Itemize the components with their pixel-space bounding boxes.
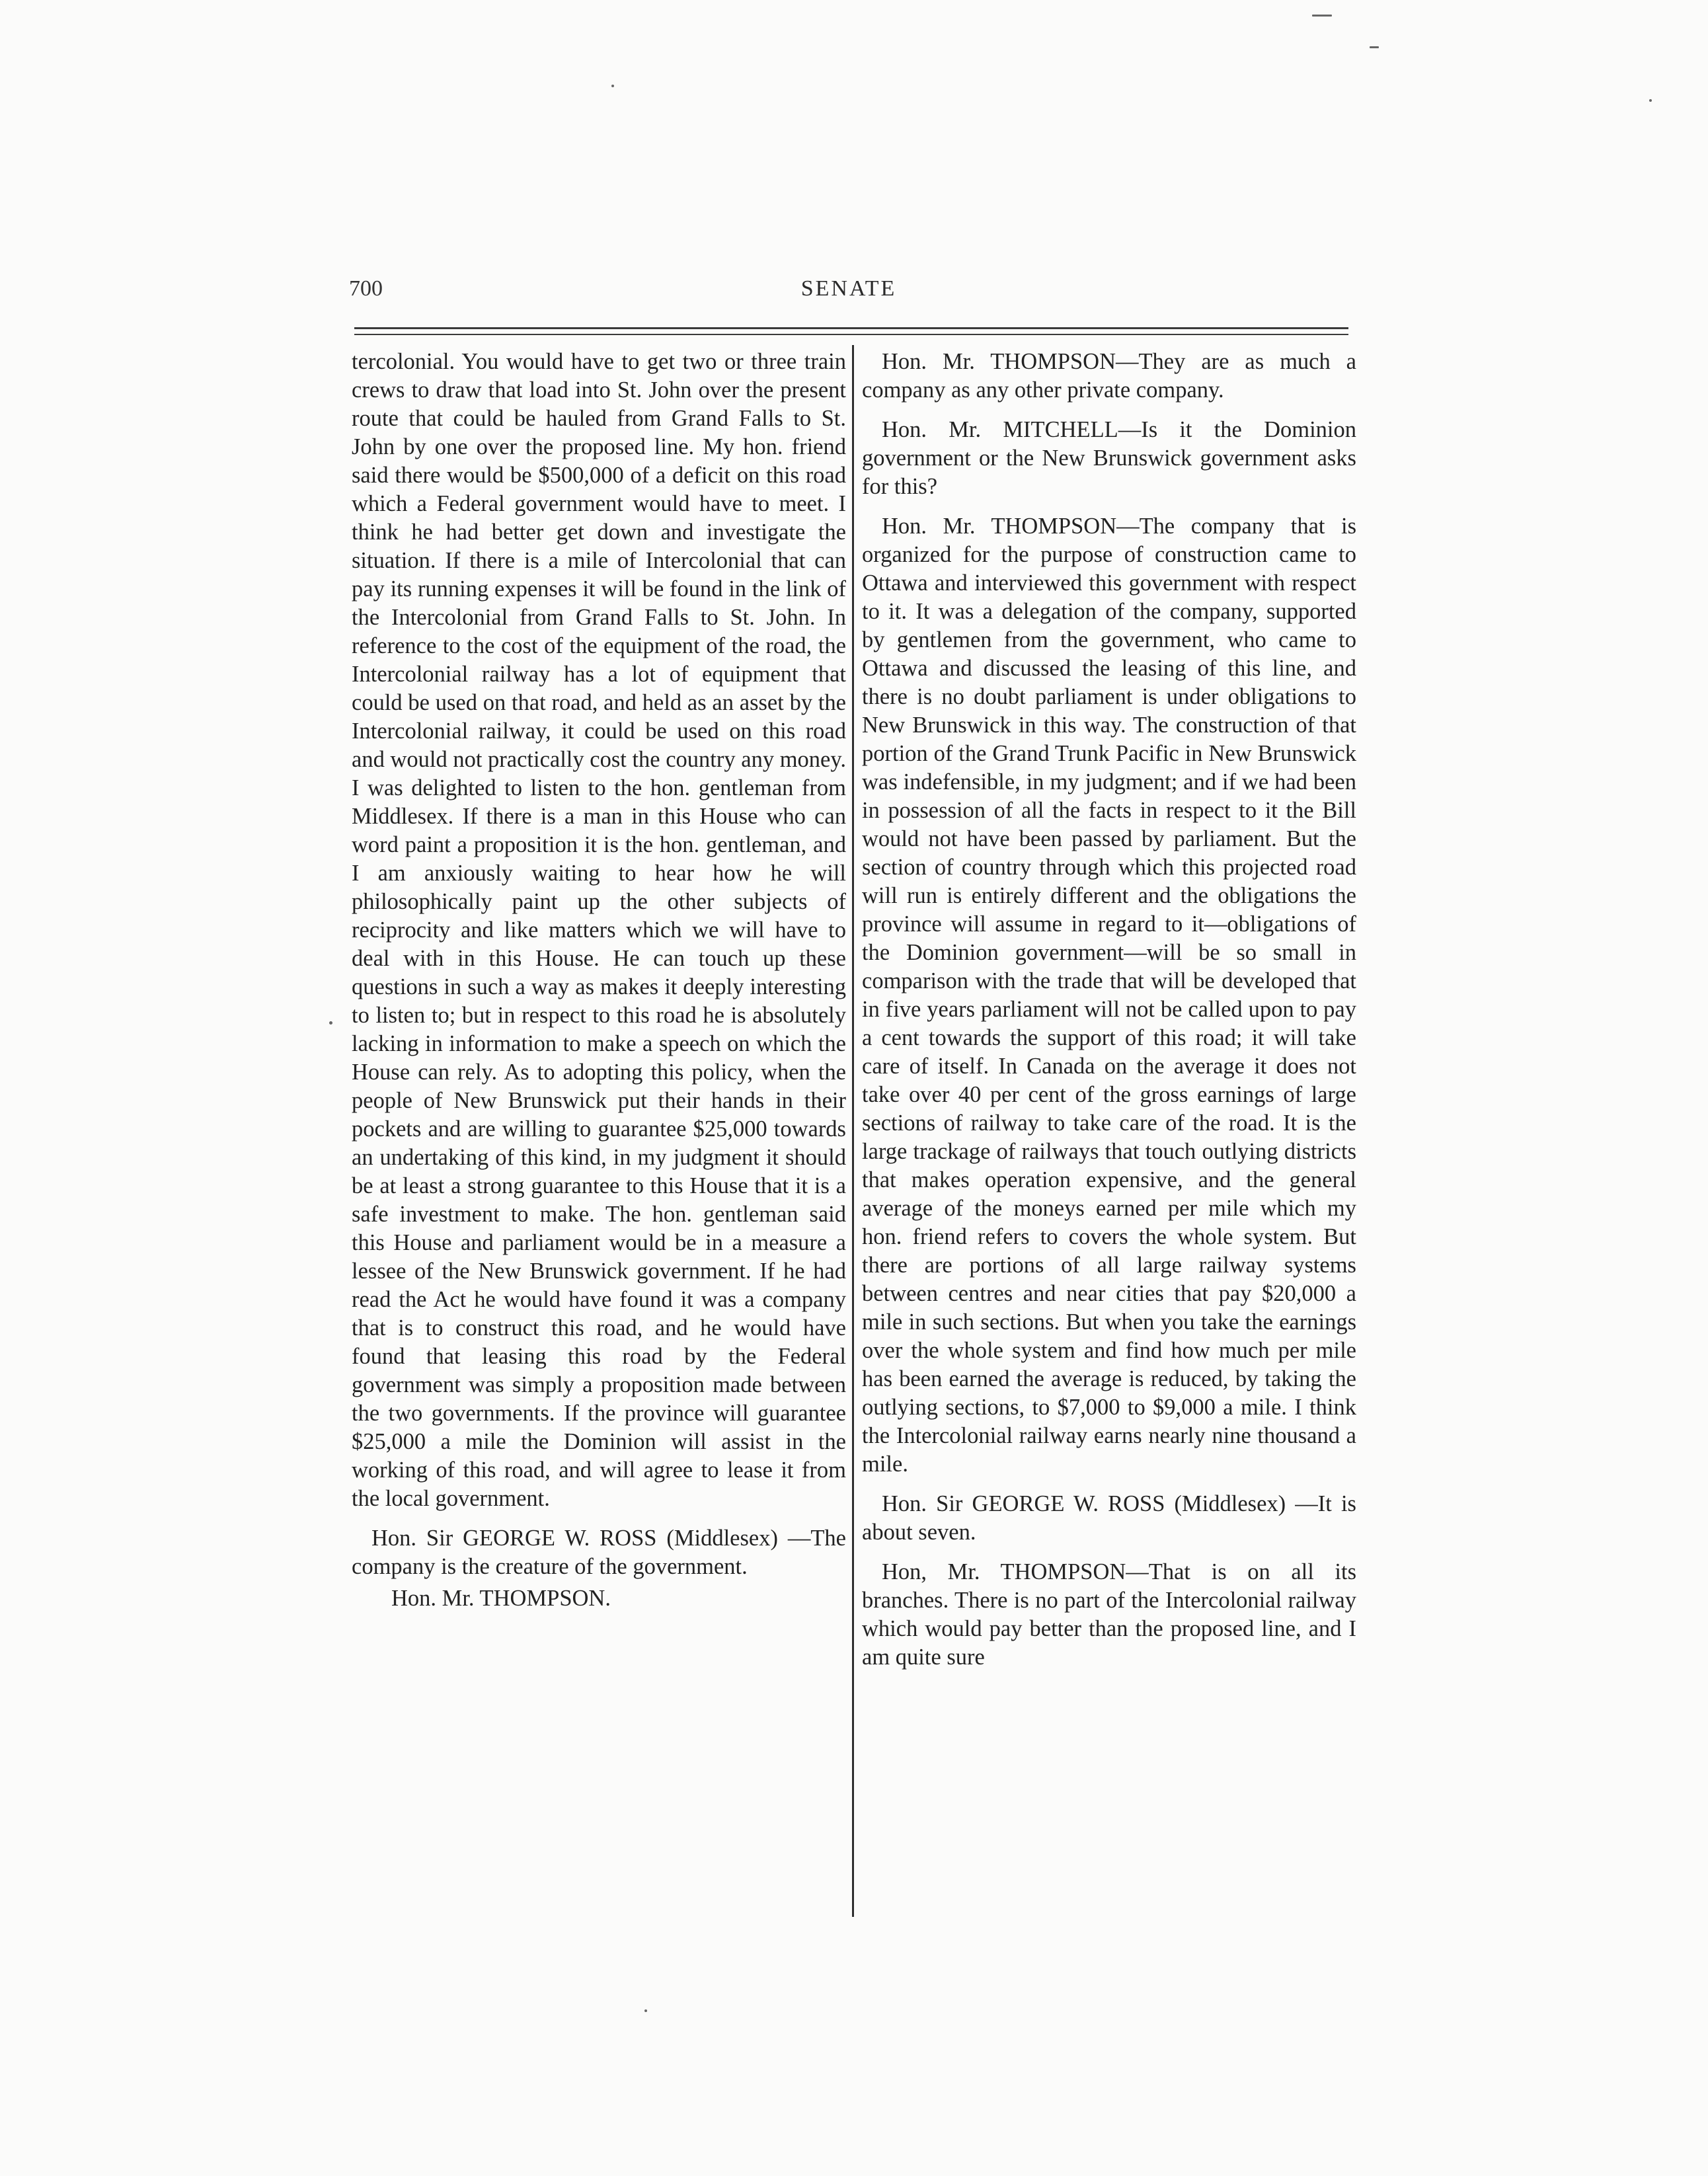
scan-speck bbox=[1649, 99, 1652, 102]
left-paragraph-thompson: Hon. Mr. THOMPSON. bbox=[391, 1586, 611, 1611]
right-paragraph-ross: Hon. Sir GEORGE W. ROSS (Middlesex) —It is about seven. bbox=[862, 1491, 1356, 1545]
left-column bbox=[352, 348, 846, 1624]
scan-speck bbox=[329, 1021, 332, 1025]
page-number: 700 bbox=[349, 276, 383, 301]
scan-speck bbox=[1370, 46, 1379, 48]
header-rule-top bbox=[354, 327, 1348, 329]
right-paragraph-thompson-3: Hon, Mr. THOMPSON—That is on all its branches. There is no part of the Intercolonial railway which would pay better than the proposed line, and I am quite sure bbox=[862, 1559, 1356, 1670]
left-paragraph-continuation: tercolonial. You would have to get two or three train crews to draw that load into St. John over the present route that could be hauled from Grand Falls to St. John by one over the proposed line. My hon. friend said there would be $500,000 of a deficit on this road which a Federal government would have to meet. I think he had better get down and investigate the situation. If there is a mile of Intercolonial that can pay its running expenses it will be found in the link of the Intercolonial from Grand Falls to St. John. In reference to the cost of the equipment of the road, the Intercolonial railway has a lot of equipment that could be used on that road, and held as an asset by the Intercolonial railway, it could be used on this road and would not practically cost the country any money. I was delighted to listen to the hon. gentleman from Middlesex. If there is a man in this House who can word paint a proposition it is the hon. gentleman, and I am anxiously waiting to hear how he will philosophically paint up the other subjects of reciprocity and like matters which we will have to deal with in this House. He can touch up these questions in such a way as makes it deeply interesting to listen to; but in respect to this road he is absolutely lacking in information to make a speech on which the House can rely. As to adopting this policy, when the people of New Brunswick put their hands in their pockets and are willing to guarantee $25,000 towards an undertaking of this kind, in my judgment it should be at least a strong guarantee to this House that it is a safe investment to make. The hon. gentleman said this House and parliament would be in a measure a lessee of the New Brunswick government. If he had read the Act he would have found it was a company that is to construct this road, and he would have found that leasing this road by the Federal government was simply a proposition made between the two governments. If the province will guarantee $25,000 a mile the Dominion will assist in the working of this road, and will agree to lease it from the local government. bbox=[352, 349, 846, 1511]
right-column bbox=[862, 348, 1356, 1683]
scan-speck bbox=[1312, 15, 1332, 17]
scan-speck bbox=[611, 85, 614, 87]
header-rule-bottom bbox=[354, 334, 1348, 335]
column-divider bbox=[852, 345, 854, 1917]
page-header bbox=[349, 276, 1348, 309]
left-paragraph-ross: Hon. Sir GEORGE W. ROSS (Middlesex) —The company is the creature of the government. bbox=[352, 1526, 846, 1579]
running-head: SENATE bbox=[800, 276, 897, 301]
scan-speck bbox=[644, 2009, 647, 2012]
right-paragraph-mitchell: Hon. Mr. MITCHELL—Is it the Dominion government or the New Brunswick government asks for this? bbox=[862, 417, 1356, 499]
right-paragraph-thompson-1: Hon. Mr. THOMPSON—They are as much a company as any other private company. bbox=[862, 349, 1356, 403]
right-paragraph-thompson-2: Hon. Mr. THOMPSON—The company that is organized for the purpose of construction came to Ottawa and interviewed this government with respect to it. It was a delegation of the company, supported by gentlemen from the government, who came to Ottawa and discussed the leasing of this line, and there is no doubt parliament is under obligations to New Brunswick in this way. The construction of that portion of the Grand Trunk Pacific in New Brunswick was indefensible, in my judgment; and if we had been in possession of all the facts in respect to it the Bill would not have been passed by parliament. But the section of country through which this projected road will run is entirely different and the obligations the province will assume in regard to it—obligations of the Dominion government—will be so small in comparison with the trade that will be developed that in five years parliament will not be called upon to pay a cent towards the support of this road; it will take care of itself. In Canada on the average it does not take over 40 per cent of the gross earnings of large sections of railway to take care of the road. It is the large trackage of railways that touch outlying districts that makes operation expensive, and the general average of the moneys earned per mile which my hon. friend refers to covers the whole system. But there are portions of all large railway systems between centres and near cities that pay $20,000 a mile in such sections. But when you take the earnings over the whole system and find how much per mile has been earned the average is reduced, by taking the outlying sections, to $7,000 to $9,000 a mile. I think the Intercolonial railway earns nearly nine thousand a mile. bbox=[862, 514, 1356, 1477]
